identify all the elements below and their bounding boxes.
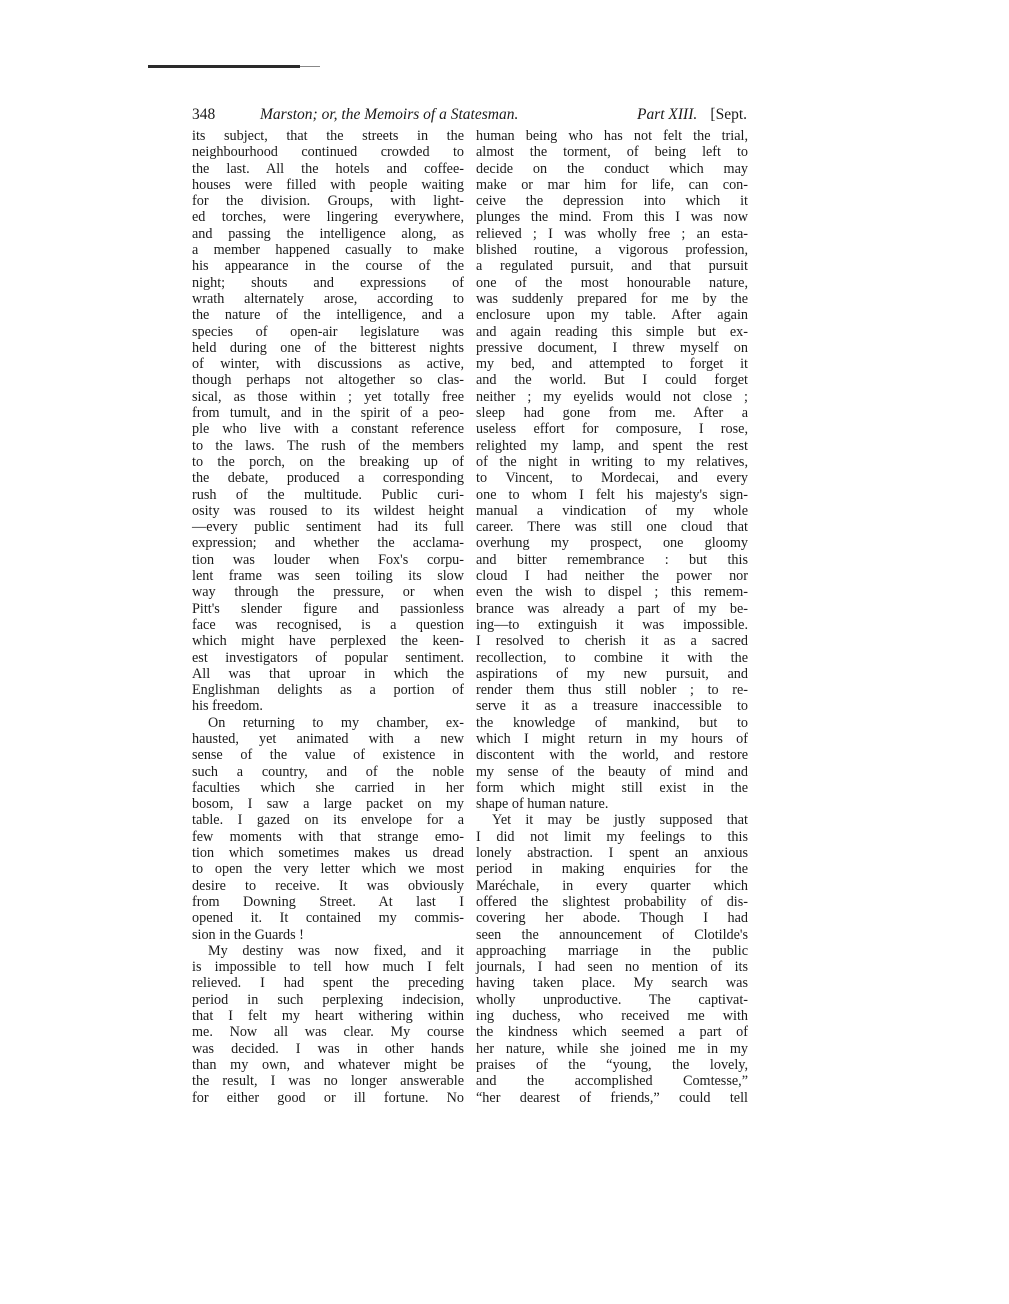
text-line: “her dearest of friends,” could tell <box>476 1089 748 1106</box>
text-line: and again reading this simple but ex- <box>476 323 748 340</box>
text-line: I did not limit my feelings to this <box>476 828 748 845</box>
text-line: recollection, to combine it with the <box>476 649 748 666</box>
text-line: was suddenly prepared for me by the <box>476 290 748 307</box>
text-line: his appearance in the course of the <box>192 258 464 275</box>
text-line: Yet it may be justly supposed that <box>492 812 748 829</box>
text-line: face was recognised, is a question <box>192 616 464 633</box>
text-line: is impossible to tell how much I felt <box>192 959 464 976</box>
text-line: to open the very letter which we most <box>192 861 464 878</box>
text-line: to Vincent, to Mordecai, and every <box>476 470 748 487</box>
text-line: the result, I was no longer answerable <box>192 1073 464 1090</box>
text-line: having taken place. My search was <box>476 975 748 992</box>
text-line: sical, as those within ; yet totally free <box>192 388 464 405</box>
right-column <box>476 128 748 1106</box>
text-line: render them thus still nobler ; to re- <box>476 682 748 699</box>
text-line: and passing the intelligence along, as <box>192 225 464 242</box>
text-line: shape of human nature. <box>476 796 609 813</box>
text-line: a regulated pursuit, and that pursuit <box>476 258 748 275</box>
text-line: sion in the Guards ! <box>192 926 304 943</box>
text-line: desire to receive. It was obviously <box>192 877 464 894</box>
text-line: approaching marriage in the public <box>476 942 748 959</box>
text-line: the knowledge of mankind, but to <box>476 714 748 731</box>
text-line: species of open-air legislature was <box>192 323 464 340</box>
text-line: form which might still exist in the <box>476 779 748 796</box>
text-line: lonely abstraction. I spent an anxious <box>476 845 748 862</box>
text-line: journals, I had seen no mention of its <box>476 959 748 976</box>
text-line: osity was roused to its wildest height <box>192 502 464 519</box>
text-line: ceive the depression into which it <box>476 193 748 210</box>
text-line: way through the pressure, or when <box>192 584 464 601</box>
text-line: serve it as a treasure inaccessible to <box>476 698 748 715</box>
text-line: held during one of the bitterest nights <box>192 339 464 356</box>
text-line: cloud I had neither the power nor <box>476 568 748 585</box>
text-line: one to whom I felt his majesty's sign- <box>476 486 748 503</box>
top-rule <box>148 65 300 68</box>
text-line: from tumult, and in the spirit of a peo- <box>192 405 464 422</box>
text-line: tion was louder when Fox's corpu- <box>192 551 464 568</box>
text-line: expression; and whether the acclama- <box>192 535 464 552</box>
text-line: which I might return in my hours of <box>476 730 748 747</box>
text-line: her nature, while she joined me in my <box>476 1040 748 1057</box>
text-line: for either good or ill fortune. No <box>192 1089 464 1106</box>
text-line: I resolved to cherish it as a sacred <box>476 633 748 650</box>
text-line: On returning to my chamber, ex- <box>208 714 464 731</box>
text-line: wholly unproductive. The captivat- <box>476 991 748 1008</box>
text-line: period in making enquiries for the <box>476 861 748 878</box>
text-line: period in such perplexing indecision, <box>192 991 464 1008</box>
text-line: discontent with the world, and restore <box>476 747 748 764</box>
text-line: neither ; my eyelids would not close ; <box>476 388 748 405</box>
text-line: human being who has not felt the trial, <box>476 128 748 144</box>
text-line: houses were filled with people waiting <box>192 176 464 193</box>
text-line: for the division. Groups, with light- <box>192 193 464 210</box>
text-line: praises of the “young, the lovely, <box>476 1056 748 1073</box>
text-line: tion which sometimes makes us dread <box>192 845 464 862</box>
text-line: Maréchale, in every quarter which <box>476 877 748 894</box>
text-line: bosom, I saw a large packet on my <box>192 796 464 813</box>
text-line: the last. All the hotels and coffee- <box>192 160 464 177</box>
text-line: est investigators of popular sentiment. <box>192 649 464 666</box>
text-line: hausted, yet animated with a new <box>192 730 464 747</box>
text-line: a member happened casually to make <box>192 242 464 259</box>
text-line: almost the torment, of being left to <box>476 144 748 161</box>
text-line: Englishman delights as a portion of <box>192 682 464 699</box>
text-line: relieved. I had spent the preceding <box>192 975 464 992</box>
text-line: table. I gazed on its envelope for a <box>192 812 464 829</box>
text-line: plunges the mind. From this I was now <box>476 209 748 226</box>
text-line: aspirations of my new pursuit, and <box>476 665 748 682</box>
text-line: was decided. I was in other hands <box>192 1040 464 1057</box>
text-line: sleep had gone from me. After a <box>476 405 748 422</box>
text-line: the debate, produced a corresponding <box>192 470 464 487</box>
text-line: neighbourhood continued crowded to <box>192 144 464 161</box>
text-line: All was that uproar in which the <box>192 665 464 682</box>
text-line: such a country, and of the noble <box>192 763 464 780</box>
text-line: night; shouts and expressions of <box>192 274 464 291</box>
text-line: from Downing Street. At last I <box>192 893 464 910</box>
running-header <box>192 106 747 128</box>
text-line: ple who live with a constant reference <box>192 421 464 438</box>
text-line: ed torches, were lingering everywhere, <box>192 209 464 226</box>
text-line: My destiny was now fixed, and it <box>208 942 464 959</box>
text-line: covering her abode. Though I had <box>476 910 748 927</box>
text-line: seen the announcement of Clotilde's <box>476 926 748 943</box>
text-line: my sense of the beauty of mind and <box>476 763 748 780</box>
left-column <box>192 128 464 1106</box>
running-title: Marston; or, the Memoirs of a Statesman. <box>260 106 519 123</box>
text-line: useless effort for composure, I rose, <box>476 421 748 438</box>
text-line: relieved ; I was wholly free ; an esta- <box>476 225 748 242</box>
text-line: decide on the conduct which may <box>476 160 748 177</box>
text-line: its subject, that the streets in the <box>192 128 464 144</box>
text-line: sense of the value of existence in <box>192 747 464 764</box>
text-line: my bed, and attempted to forget it <box>476 356 748 373</box>
text-line: of winter, with discussions as active, <box>192 356 464 373</box>
text-line: one of the most honourable nature, <box>476 274 748 291</box>
text-line: to the laws. The rush of the members <box>192 437 464 454</box>
issue-month: [Sept. <box>710 106 747 123</box>
text-line: manual a vindication of my whole <box>476 502 748 519</box>
text-line: even the wish to dispel ; this remem- <box>476 584 748 601</box>
text-line: Pitt's slender figure and passionless <box>192 600 464 617</box>
text-line: rush of the multitude. Public curi- <box>192 486 464 503</box>
text-line: than my own, and whatever might be <box>192 1056 464 1073</box>
part-number: Part XIII. <box>637 106 698 123</box>
text-line: and the accomplished Comtesse,” <box>476 1073 748 1090</box>
text-line: career. There was still one cloud that <box>476 519 748 536</box>
text-line: faculties which she carried in her <box>192 779 464 796</box>
text-line: lent frame was seen toiling its slow <box>192 568 464 585</box>
text-line: pressive document, I threw myself on <box>476 339 748 356</box>
text-line: enclosure upon my table. After again <box>476 307 748 324</box>
text-line: relighted my lamp, and spent the rest <box>476 437 748 454</box>
text-line: wrath alternately arose, according to <box>192 290 464 307</box>
text-line: brance was already a part of my be- <box>476 600 748 617</box>
text-line: and the world. But I could forget <box>476 372 748 389</box>
text-line: and bitter remembrance : but this <box>476 551 748 568</box>
text-line: ing duchess, who received me with <box>476 1008 748 1025</box>
text-line: —every public sentiment had its full <box>192 519 464 536</box>
text-line: the nature of the intelligence, and a <box>192 307 464 324</box>
text-line: opened it. It contained my commis- <box>192 910 464 927</box>
text-line: blished routine, a vigorous profession, <box>476 242 748 259</box>
text-line: few moments with that strange emo- <box>192 828 464 845</box>
text-line: of the night in writing to my relatives, <box>476 453 748 470</box>
text-line: which might have perplexed the keen- <box>192 633 464 650</box>
text-line: the kindness which seemed a part of <box>476 1024 748 1041</box>
text-line: to the porch, on the breaking up of <box>192 453 464 470</box>
text-line: ing—to extinguish it was impossible. <box>476 616 748 633</box>
text-line: his freedom. <box>192 698 263 715</box>
text-line: make or mar him for life, can con- <box>476 176 748 193</box>
text-line: overhung my prospect, one gloomy <box>476 535 748 552</box>
text-line: offered the slightest probability of dis- <box>476 893 748 910</box>
text-line: though perhaps not altogether so clas- <box>192 372 464 389</box>
page-number: 348 <box>192 106 216 123</box>
text-line: me. Now all was clear. My course <box>192 1024 464 1041</box>
text-line: that I felt my heart withering within <box>192 1008 464 1025</box>
